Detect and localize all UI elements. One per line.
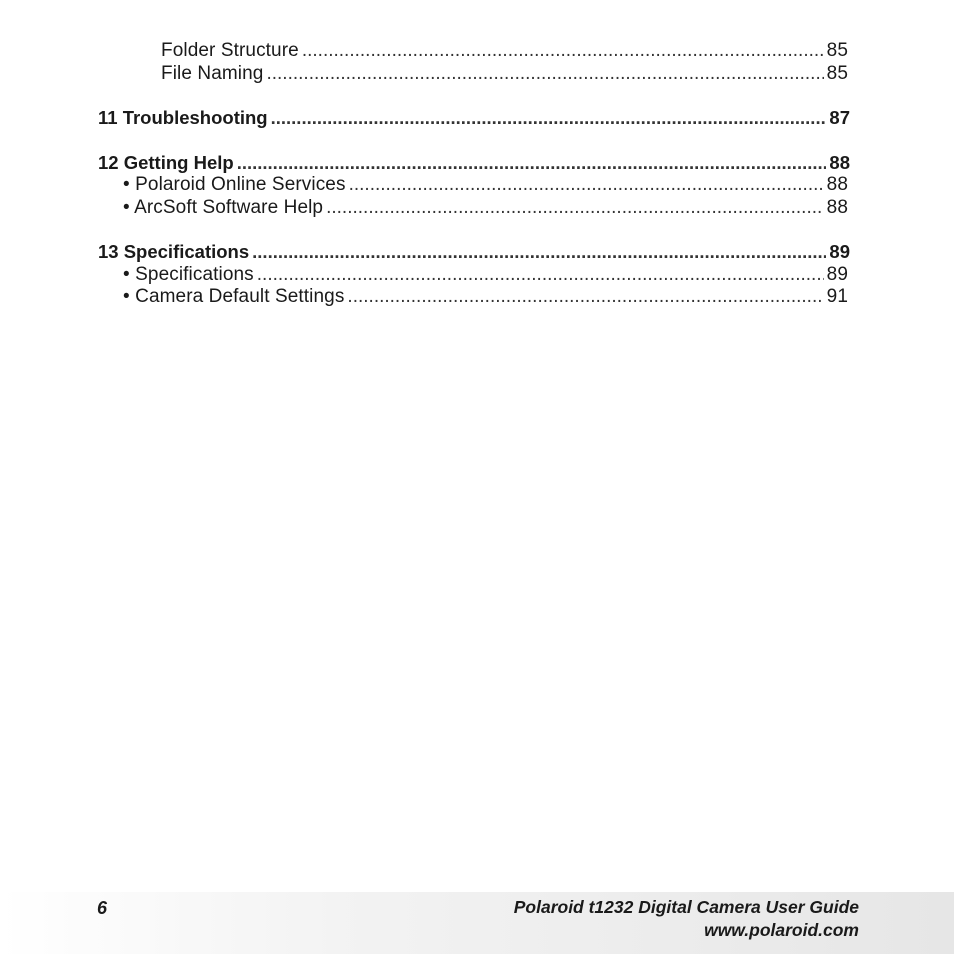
toc-chapter-specifications[interactable] [98,241,850,264]
toc-entry-file-naming[interactable] [98,63,850,86]
dot-leader [302,40,824,63]
footer-website-link[interactable]: www.polaroid.com [704,920,859,940]
dot-leader [326,197,824,220]
toc-entry-title: • Polaroid Online Services [123,174,346,195]
toc-chapter-troubleshooting[interactable] [98,107,850,130]
toc-entry-title: Folder Structure [161,40,299,61]
toc-entry-specifications[interactable] [98,264,850,287]
toc-entry-page: 85 [826,40,848,61]
toc-entry-title: • Specifications [123,263,254,285]
table-of-contents [98,40,850,309]
toc-entry-page: 88 [826,196,848,218]
toc-entry-default-settings[interactable] [98,286,850,309]
dot-leader [347,286,823,309]
dot-leader [349,174,824,197]
toc-chapter-page: 89 [829,241,850,262]
toc-chapter-title: 13 Specifications [98,241,250,262]
dot-leader [257,264,824,287]
dot-leader [237,152,827,175]
toc-entry-page: 85 [826,62,848,84]
toc-chapter-page: 87 [829,107,850,128]
toc-chapter-title: 12 Getting Help [98,151,234,173]
toc-chapter-title: 11 Troubleshooting [98,107,268,128]
toc-entry-online-services[interactable] [98,174,850,197]
toc-entry-title: • Camera Default Settings [123,286,345,307]
dot-leader [252,241,826,264]
toc-entry-arcsoft-help[interactable] [98,197,850,220]
footer-guide-info [514,896,859,942]
toc-entry-folder-structure[interactable] [98,40,850,63]
toc-chapter-getting-help[interactable] [98,152,850,175]
dot-leader [271,107,827,130]
toc-entry-page: 91 [826,286,848,307]
toc-entry-title: File Naming [161,62,264,84]
dot-leader [266,63,823,86]
toc-chapter-page: 88 [829,151,850,173]
footer-guide-title: Polaroid t1232 Digital Camera User Guide [513,897,859,917]
toc-entry-title: • ArcSoft Software Help [123,196,324,218]
footer-page-number: 6 [97,898,108,918]
toc-entry-page: 89 [826,263,848,285]
page-footer [0,892,954,954]
toc-entry-page: 88 [826,174,848,195]
